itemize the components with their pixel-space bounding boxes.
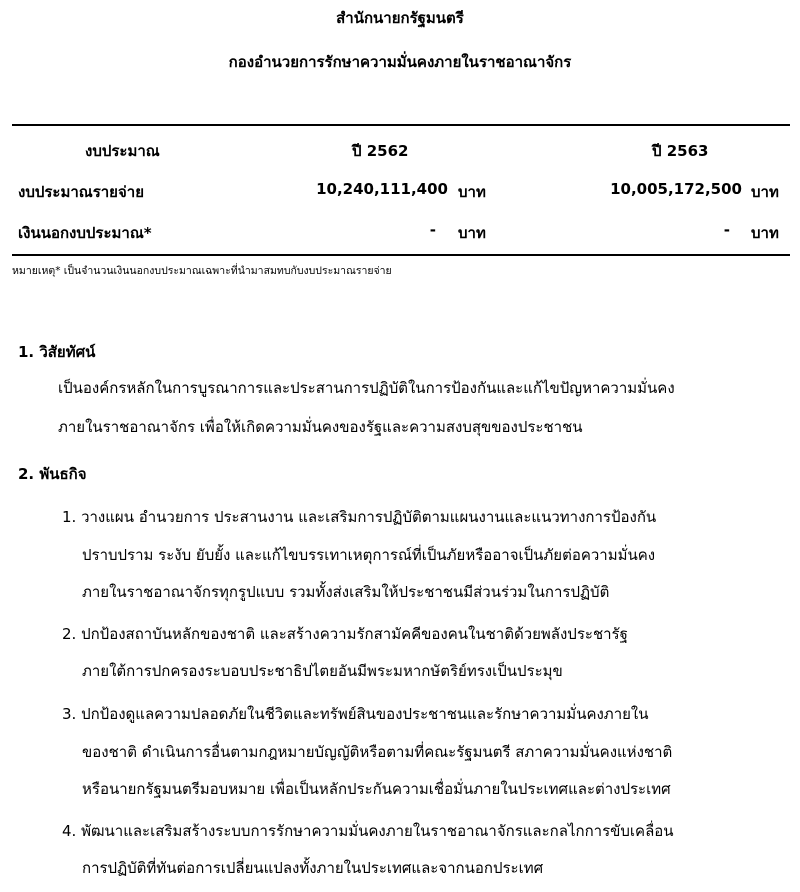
mission-item-3-line: ของชาติ ดำเนินการอื่นตามกฎหมายบัญญัติหรือตามที่คณะรัฐมนตรี สภาความมั่นคงแห่งชาติ (82, 743, 673, 761)
row-value-2562: - (429, 221, 436, 239)
column-header-budget: งบประมาณ (85, 142, 160, 160)
column-header-year-2563: ปี 2563 (652, 142, 709, 160)
vision-line: เป็นองค์กรหลักในการบูรณาการและประสานการปฏิบัติในการป้องกันและแก้ไขปัญหาความมั่นคง (58, 379, 675, 397)
row-unit-2563: บาท (751, 183, 779, 201)
column-header-year-2562: ปี 2562 (352, 142, 409, 160)
mission-title: 2. พันธกิจ (18, 465, 87, 483)
row-value-2563: 10,005,172,500 (610, 180, 742, 198)
row-value-2563: - (723, 221, 730, 239)
row-unit-2562: บาท (458, 183, 486, 201)
mission-item-1-line: ปราบปราม ระงับ ยับยั้ง และแก้ไขบรรเทาเหตุการณ์ที่เป็นภัยหรืออาจเป็นภัยต่อความมั่นคง (82, 546, 656, 564)
mission-item-4-line: การปฏิบัติที่ทันต่อการเปลี่ยนแปลงทั้งภายในประเทศและจากนอกประเทศ (82, 859, 544, 877)
row-label: เงินนอกงบประมาณ* (18, 224, 152, 242)
mission-item-2-line: 2. ปกป้องสถาบันหลักของชาติ และสร้างความรักสามัคคีของคนในชาติด้วยพลังประชารัฐ (62, 625, 628, 643)
mission-item-1-line: ภายในราชอาณาจักรทุกรูปแบบ รวมทั้งส่งเสริมให้ประชาชนมีส่วนร่วมในการปฏิบัติ (82, 583, 610, 601)
footnote: หมายเหตุ* เป็นจำนวนเงินนอกงบประมาณเฉพาะที่นำมาสมทบกับงบประมาณรายจ่าย (12, 265, 392, 277)
mission-item-2-line: ภายใต้การปกครองระบอบประชาธิปไตยอันมีพระมหากษัตริย์ทรงเป็นประมุข (82, 662, 563, 680)
mission-item-4-line: 4. พัฒนาและเสริมสร้างระบบการรักษาความมั่นคงภายในราชอาณาจักรและกลไกการขับเคลื่อน (62, 822, 674, 840)
mission-item-3-line: หรือนายกรัฐมนตรีมอบหมาย เพื่อเป็นหลักประกันความเชื่อมั่นภายในประเทศและต่างประเทศ (82, 780, 671, 798)
agency-title: กองอำนวยการรักษาความมั่นคงภายในราชอาณาจักร (228, 53, 572, 71)
ministry-title: สำนักนายกรัฐมนตรี (336, 9, 464, 27)
row-unit-2563: บาท (751, 224, 779, 242)
row-label: งบประมาณรายจ่าย (18, 183, 144, 201)
mission-item-3-line: 3. ปกป้องดูแลความปลอดภัยในชีวิตและทรัพย์สินของประชาชนและรักษาความมั่นคงภายใน (62, 705, 649, 723)
row-value-2562: 10,240,111,400 (316, 180, 448, 198)
mission-item-1-line: 1. วางแผน อำนวยการ ประสานงาน และเสริมการปฏิบัติตามแผนงานและแนวทางการป้องกัน (62, 508, 657, 526)
row-unit-2562: บาท (458, 224, 486, 242)
vision-line: ภายในราชอาณาจักร เพื่อให้เกิดความมั่นคงของรัฐและความสงบสุขของประชาชน (58, 418, 583, 436)
vision-title: 1. วิสัยทัศน์ (18, 343, 96, 361)
table-top-rule (12, 124, 790, 126)
table-bottom-rule (12, 254, 790, 256)
